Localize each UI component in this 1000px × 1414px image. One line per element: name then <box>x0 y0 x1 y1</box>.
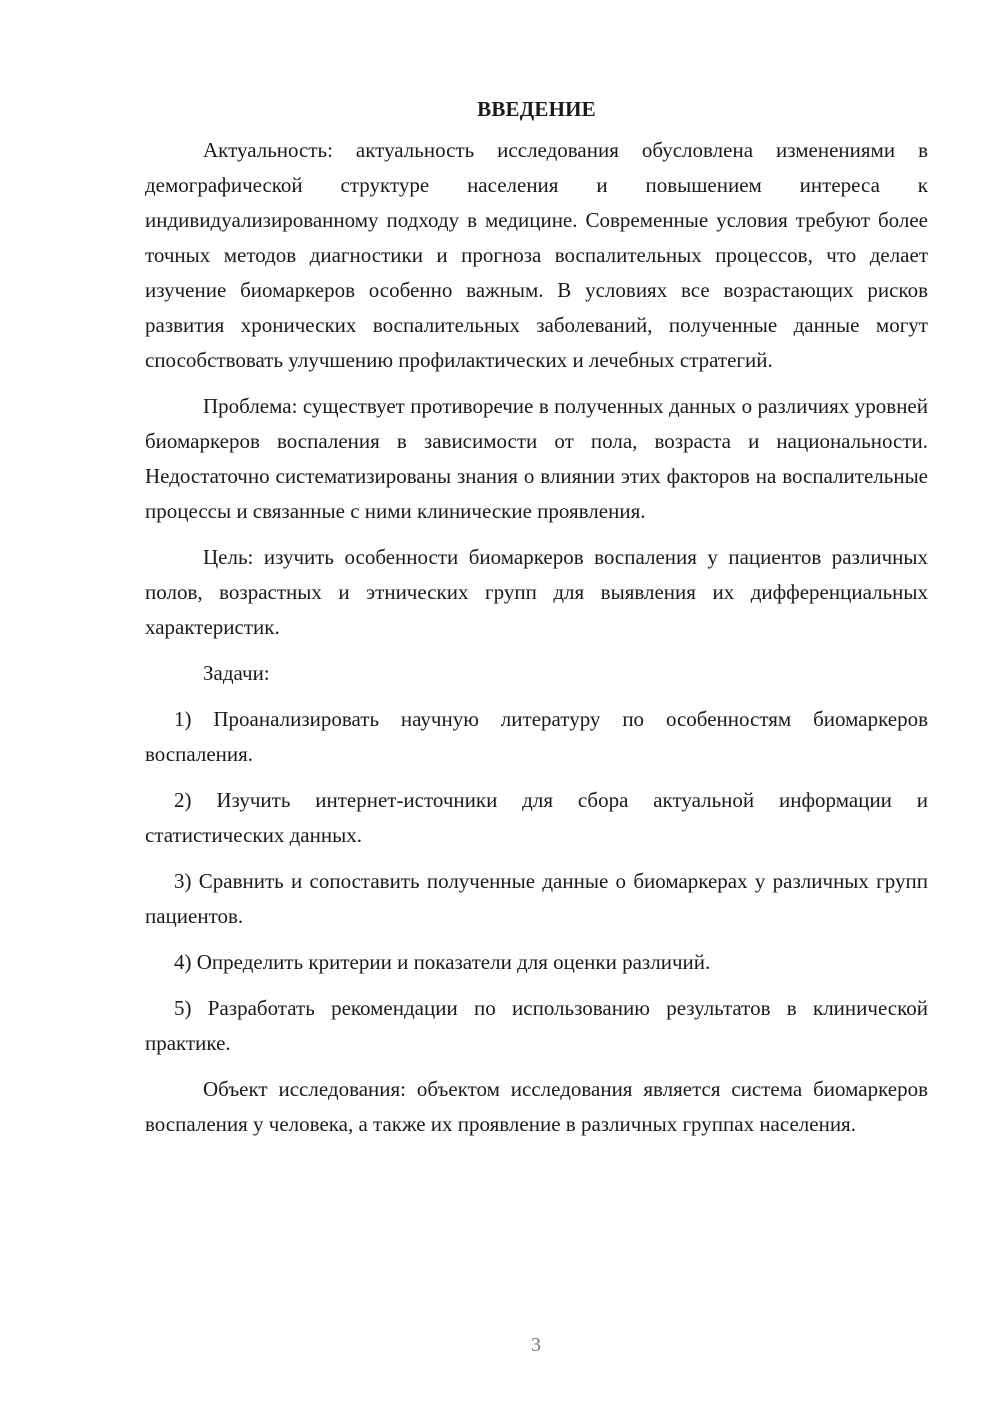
task-item: 5) Разработать рекомендации по использованию результатов в клинической практике. <box>145 996 928 1055</box>
task-item: 2) Изучить интернет-источники для сбора актуальной информации и статистических данных. <box>145 788 928 847</box>
page-number: 3 <box>531 1334 541 1356</box>
object-paragraph: Объект исследования: объектом исследования является система биомаркеров воспаления у человека, а также их проявление в различных группах населения. <box>145 1077 928 1136</box>
relevance-paragraph: Актуальность: актуальность исследования обусловлена изменениями в демографической структуре населения и повышением интереса к индивидуализированному подходу в медицине. Современные условия требуют более точных методов диагностики и прогноза воспалительных процессов, что делает изучение биомаркеров особенно важным. В условиях все возрастающих рисков развития хронических воспалительных заболеваний, полученные данные могут способствовать улучшению профилактических и лечебных стратегий. <box>145 138 928 372</box>
goal-paragraph: Цель: изучить особенности биомаркеров воспаления у пациентов различных полов, возрастных и этнических групп для выявления их дифференциальных характеристик. <box>145 545 928 639</box>
document-body <box>145 92 928 1153</box>
problem-paragraph: Проблема: существует противоречие в полученных данных о различиях уровней биомаркеров воспаления в зависимости от пола, возраста и национальности. Недостаточно систематизированы знания о влиянии этих факторов на воспалительные процессы и связанные с ними клинические проявления. <box>145 394 928 523</box>
task-item: 3) Сравнить и сопоставить полученные данные о биомаркерах у различных групп пациентов. <box>145 869 928 928</box>
task-item: 4) Определить критерии и показатели для оценки различий. <box>174 950 711 974</box>
tasks-heading: Задачи: <box>203 661 270 685</box>
section-title: ВВЕДЕНИЕ <box>477 97 596 121</box>
task-item: 1) Проанализировать научную литературу по особенностям биомаркеров воспаления. <box>145 707 928 766</box>
